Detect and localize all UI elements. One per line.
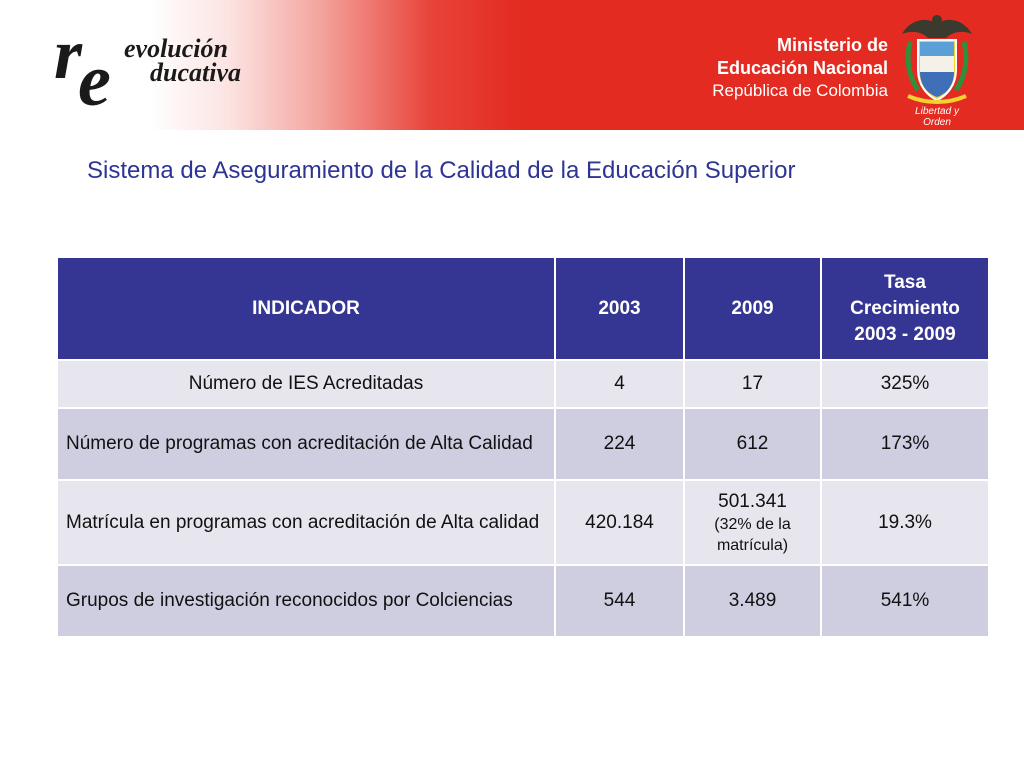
page-title: Sistema de Aseguramiento de la Calidad de la Educación Superior [87, 157, 796, 184]
table-row [57, 360, 989, 408]
cell-2009-note: (32% de la matrícula) [714, 515, 791, 554]
cell-rate: 173% [821, 408, 989, 480]
cell-rate: 19.3% [821, 480, 989, 565]
cell-indicator: Número de programas con acreditación de Alta Calidad [57, 408, 555, 480]
indicators-table [56, 256, 990, 638]
ministry-line-1: Ministerio de [776, 35, 888, 55]
table-row [57, 480, 989, 565]
cell-2009: 17 [684, 360, 821, 408]
cell-2003: 544 [555, 565, 684, 637]
revolucion-educativa-logo [50, 14, 280, 122]
ministry-name [700, 34, 888, 102]
table-header-row [57, 257, 989, 360]
ministry-line-3: República de Colombia [712, 81, 888, 100]
header-rate-line-2: Crecimiento [850, 297, 960, 319]
cell-2009: 3.489 [684, 565, 821, 637]
cell-2003: 420.184 [555, 480, 684, 565]
coat-of-arms-icon [896, 12, 978, 108]
header-rate-line-3: 2003 - 2009 [854, 323, 956, 345]
cell-2009: 612 [684, 408, 821, 480]
cell-indicator: Número de IES Acreditadas [57, 360, 555, 408]
table-row [57, 408, 989, 480]
ministry-line-2: Educación Nacional [716, 58, 888, 78]
seal-motto: Libertad y Orden [915, 106, 959, 128]
header-2009: 2009 [684, 257, 821, 360]
cell-rate: 541% [821, 565, 989, 637]
logo-word-educativa: ducativa [150, 58, 241, 87]
header-2003: 2003 [555, 257, 684, 360]
cell-2009 [684, 480, 821, 565]
cell-rate: 325% [821, 360, 989, 408]
cell-indicator: Grupos de investigación reconocidos por Colciencias [57, 565, 555, 637]
cell-indicator: Matrícula en programas con acreditación de Alta calidad [57, 480, 555, 565]
logo-letter-e: e [78, 40, 111, 122]
logo-letter-r: r [54, 14, 83, 94]
cell-2003: 4 [555, 360, 684, 408]
header-rate-line-1: Tasa [884, 271, 926, 293]
table-row [57, 565, 989, 637]
cell-2009-value: 501.341 [718, 490, 787, 512]
cell-2003: 224 [555, 408, 684, 480]
header-growth-rate [821, 257, 989, 360]
header-indicator: INDICADOR [57, 257, 555, 360]
logo-word-revolucion: evolución [124, 34, 228, 63]
